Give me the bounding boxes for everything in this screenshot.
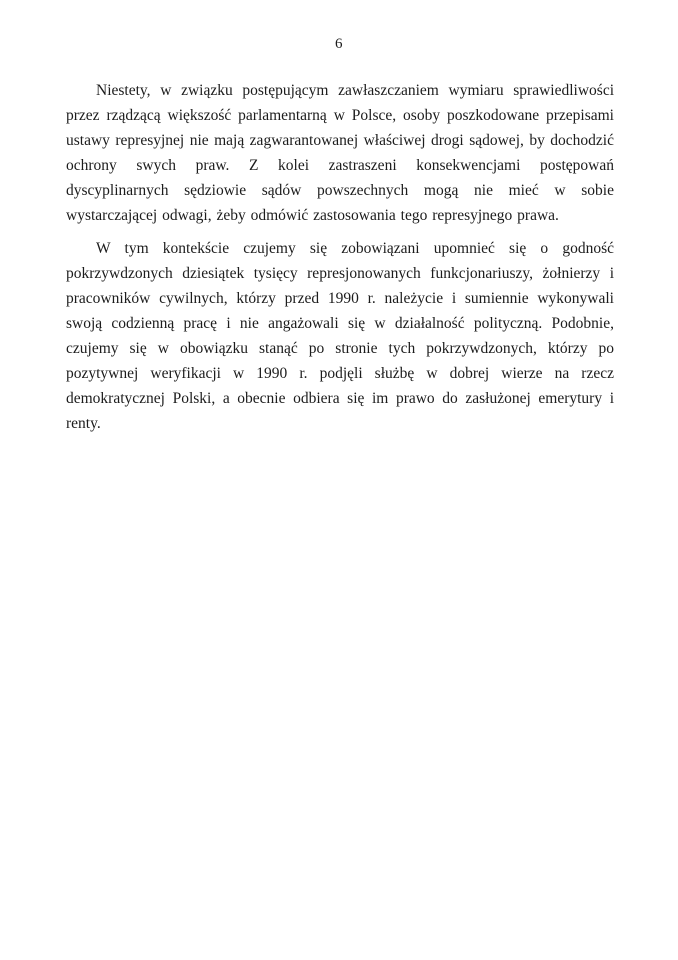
page-number: 6: [335, 36, 343, 52]
paragraph: Niestety, w związku postępującym zawłaszczaniem wymiaru sprawiedliwości przez rządzącą większość parlamentarną w Polsce, osoby poszkodowane przepisami ustawy represyjnej nie mają zagwarantowanej właściwej drogi sądowej, by dochodzić ochrony swych praw. Z kolei zastraszeni konsekwencjami postępowań dyscyplinarnych sędziowie sądów powszechnych mogą nie mieć w sobie wystarczającej odwagi, żeby odmówić zastosowania tego represyjnego prawa.: [66, 82, 614, 224]
document-body-text: [66, 78, 614, 444]
paragraph: W tym kontekście czujemy się zobowiązani upomnieć się o godność pokrzywdzonych dziesiątek tysięcy represjonowanych funkcjonariuszy, żołnierzy i pracowników cywilnych, którzy przed 1990 r. należycie i sumiennie wykonywali swoją codzienną pracę i nie angażowali się w działalność polityczną. Podobnie, czujemy się w obowiązku stanąć po stronie tych pokrzywdzonych, którzy po pozytywnej weryfikacji w 1990 r. podjęli służbę w dobrej wierze na rzecz demokratycznej Polski, a obecnie odbiera się im prawo do zasłużonej emerytury i renty.: [66, 240, 614, 432]
